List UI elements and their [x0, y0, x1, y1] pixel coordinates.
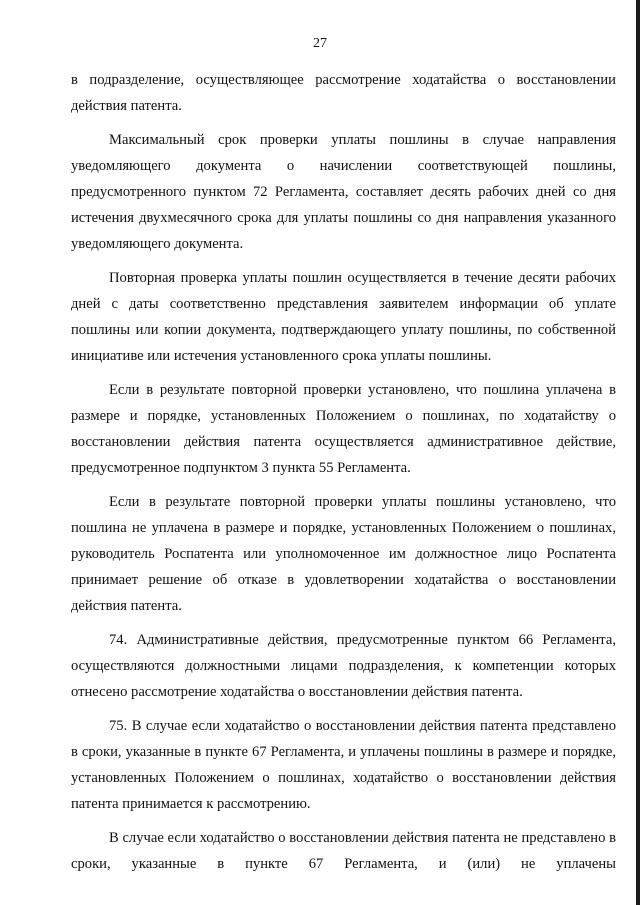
paragraph-item-74: 74. Административные действия, предусмотренные пунктом 66 Регламента, осуществляются должностными лицами подразделения, к компетенции которых отнесено рассмотрение ходатайства о восстановлении действия патента.: [71, 632, 616, 700]
page-body: [71, 67, 616, 885]
paragraph-repeat-check: Повторная проверка уплаты пошлин осуществляется в течение десяти рабочих дней с даты соответственно представления заявителем информации об уплате пошлины или копии документа, подтверждающего уплату пошлины, по собственной инициативе или истечения установленного срока уплаты пошлины.: [71, 270, 616, 364]
paragraph-fee-paid: Если в результате повторной проверки установлено, что пошлина уплачена в размере и порядке, установленных Положением о пошлинах, по ходатайству о восстановлении действия патента осуществляется административное действие, предусмотренное подпунктом 3 пункта 55 Регламента.: [71, 382, 616, 476]
paragraph-fee-not-paid: Если в результате повторной проверки уплаты пошлины установлено, что пошлина не уплачена в размере и порядке, установленных Положением о пошлинах, руководитель Роспатента или уполномоченное им должностное лицо Роспатента принимает решение об отказе в удовлетворении ходатайства о восстановлении действия патента.: [71, 494, 616, 614]
paragraph-max-check-period: Максимальный срок проверки уплаты пошлины в случае направления уведомляющего документа о начислении соответствующей пошлины, предусмотренного пунктом 72 Регламента, составляет десять рабочих дней со дня истечения двухмесячного срока для уплаты пошлины со дня направления указанного уведомляющего документа.: [71, 132, 616, 252]
paragraph-continuation: в подразделение, осуществляющее рассмотрение ходатайства о восстановлении действия патента.: [71, 72, 616, 114]
page-number: 27: [313, 36, 327, 51]
scan-edge-border: [636, 0, 640, 905]
paragraph-item-75-continuation: В случае если ходатайство о восстановлении действия патента не представлено в сроки, указанные в пункте 67 Регламента, и (или) не уплачены: [71, 830, 616, 872]
paragraph-item-75: 75. В случае если ходатайство о восстановлении действия патента представлено в сроки, указанные в пункте 67 Регламента, и уплачены пошлины в размере и порядке, установленных Положением о пошлинах, ходатайство о восстановлении действия патента принимается к рассмотрению.: [71, 718, 616, 812]
